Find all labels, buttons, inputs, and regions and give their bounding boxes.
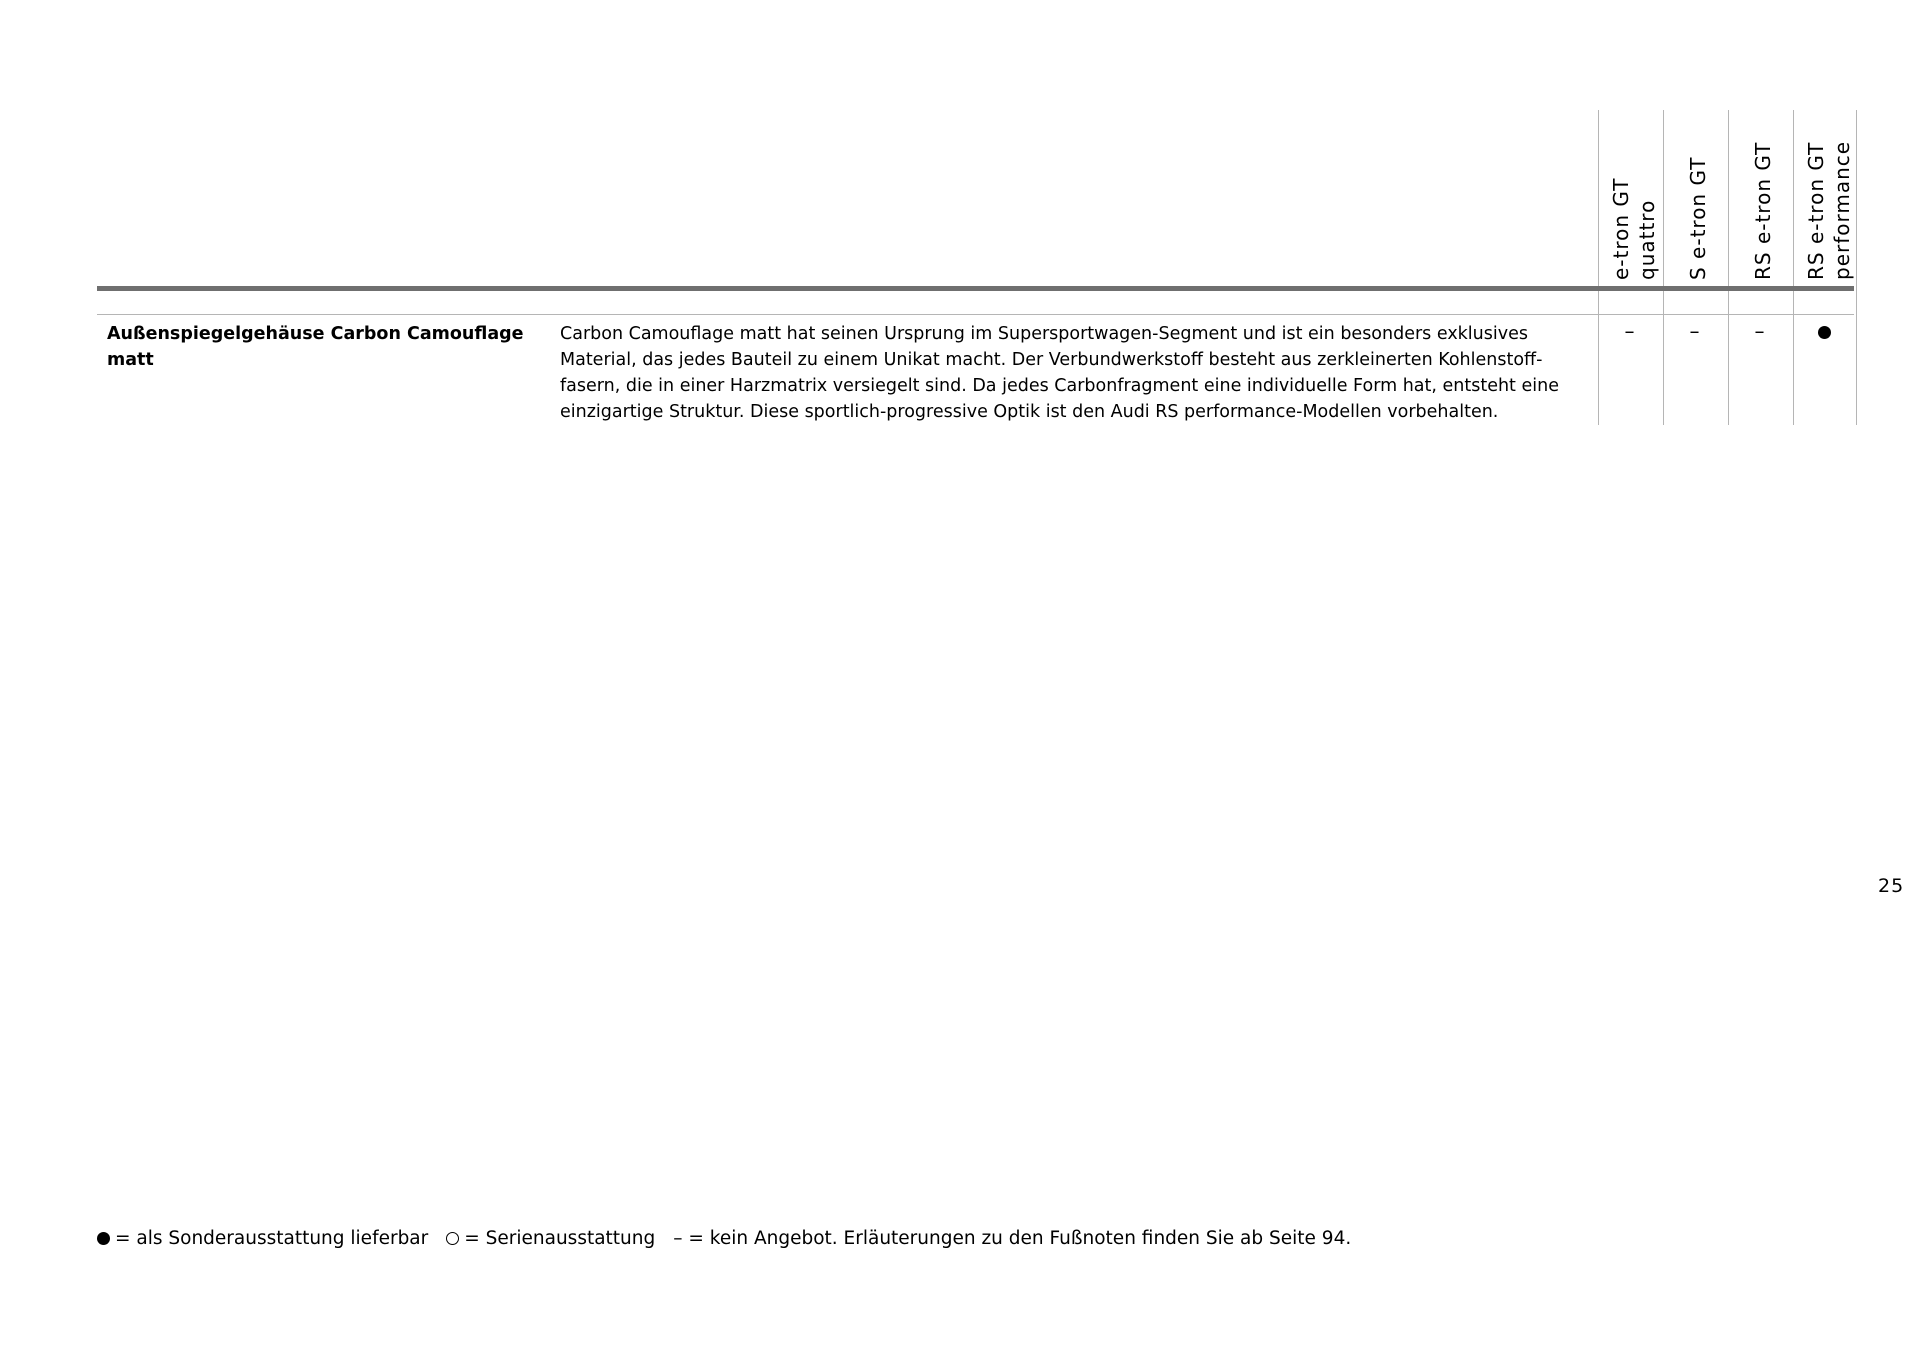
description-line: Carbon Camouflage matt hat seinen Ursprung im Supersportwagen-Segment und ist ein besonders exklusives — [560, 324, 1528, 344]
header-rule — [97, 286, 1854, 291]
model-header-s-e-tron-gt — [1663, 110, 1726, 280]
model-header-e-tron-gt-quattro — [1598, 110, 1661, 280]
page-number: 25 — [1878, 875, 1905, 897]
availability-rs-e-tron-gt-performance — [1793, 318, 1856, 344]
feature-description — [560, 321, 1560, 425]
model-header-line: RS e-tron GT — [1804, 141, 1828, 280]
open-circle-icon — [446, 1232, 459, 1245]
model-header-line: quattro — [1635, 199, 1659, 280]
column-divider — [1856, 110, 1857, 425]
model-header-line: RS e-tron GT — [1751, 141, 1775, 280]
description-line: fasern, die in einer Harzmatrix versiegelt sind. Da jedes Carbonfragment eine individuelle Form hat, entsteht eine — [560, 376, 1559, 396]
description-line: Material, das jedes Bauteil zu einem Unikat macht. Der Verbundwerkstoff besteht aus zerkleinerten Kohlenstoff- — [560, 350, 1543, 370]
legend-standard: = Serienausstattung — [464, 1228, 656, 1249]
filled-dot-icon — [97, 1232, 110, 1245]
legend-optional: = als Sonderausstattung lieferbar — [115, 1228, 429, 1249]
model-header-line: performance — [1830, 140, 1854, 280]
row-rule — [97, 314, 1854, 315]
model-header-line: e-tron GT — [1609, 177, 1633, 280]
model-header-line: S e-tron GT — [1686, 156, 1710, 280]
model-header-rs-e-tron-gt — [1728, 110, 1791, 280]
filled-dot-icon — [1818, 326, 1831, 339]
availability-s-e-tron-gt: – — [1689, 319, 1700, 343]
legend-not-available: – = kein Angebot. Erläuterungen zu den Fußnoten finden Sie ab Seite 94. — [673, 1228, 1352, 1249]
model-header-rs-e-tron-gt-performance — [1793, 110, 1856, 280]
description-line: einzigartige Struktur. Diese sportlich-progressive Optik ist den Audi RS performance-Modellen vorbehalten. — [560, 402, 1499, 422]
feature-name: Außenspiegelgehäuse Carbon Camouflage matt — [107, 324, 524, 370]
availability-e-tron-gt-quattro: – — [1624, 319, 1635, 343]
legend — [97, 1228, 1351, 1249]
availability-rs-e-tron-gt: – — [1754, 319, 1765, 343]
